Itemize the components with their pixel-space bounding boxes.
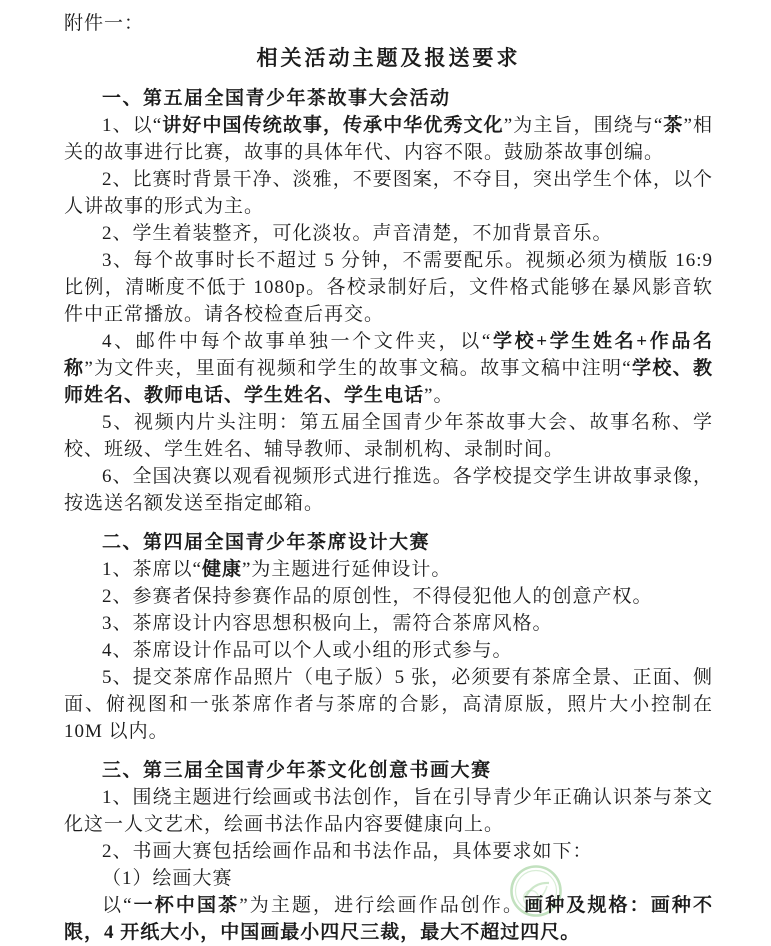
text-run: 4、邮件中每个故事单独一个文件夹，以“ [102,331,492,352]
text-run: 5、提交茶席作品照片（电子版）5 张，必须要有茶席全景、正面、侧面、俯视图和一张茶席作者与茶席的合影，高清原版，照片大小控制在 10M 以内。 [64,667,713,742]
text-run: 1、围绕主题进行绘画或书法创作，旨在引导青少年正确认识茶与茶文化这一人文艺术，绘画书法作品内容要健康向上。 [64,787,713,835]
paragraph [64,220,713,247]
text-run: （1）绘画大赛 [102,868,233,889]
text-run: 2、比赛时背景干净、淡雅，不要图案，不夺目，突出学生个体，以个人讲故事的形式为主。 [64,169,713,217]
paragraph [64,838,713,865]
section-paragraphs-1 [64,112,713,517]
paragraph [64,892,713,946]
text-run: ”为主旨，围绕与“ [503,115,664,136]
section-heading-2: 二、第四届全国青少年茶席设计大赛 [102,532,431,553]
text-run: ”为主题，进行绘画作品创作。 [239,895,525,916]
paragraph [64,556,713,583]
text-run: 5、视频内片头注明：第五届全国青少年茶故事大会、故事名称、学校、班级、学生姓名、辅导教师、录制机构、录制时间。 [64,412,713,460]
section-heading-1: 一、第五届全国青少年茶故事大会活动 [102,88,451,109]
section-tea-story-contest [64,85,713,517]
text-run: 3、每个故事时长不超过 5 分钟，不需要配乐。视频必须为横版 16:9 比例，清晰度不低于 1080p。各校录制好后，文件格式能够在暴风影音软件中正常播放。请各校检查后再交。 [64,250,713,325]
text-run: ”为文件夹，里面有视频和学生的故事文稿。故事文稿中注明“ [84,358,632,379]
text-run: 2、书画大赛包括绘画作品和书法作品，具体要求如下： [102,841,593,862]
paragraph [64,247,713,328]
text-run: 1、以“ [102,115,163,136]
text-run: 2、学生着装整齐，可化淡妆。声音清楚，不加背景音乐。 [102,223,613,244]
paragraph [64,664,713,745]
text-run: ”相关的故事进行比赛，故事的具体年代、内容不限。鼓励茶故事创编。 [64,115,713,163]
section-tea-table-design-contest [64,529,713,745]
attachment-label: 附件一： [64,13,145,34]
section-paragraphs-3 [64,784,713,946]
emphasis-text: 茶 [663,115,684,136]
text-run: 6、全国决赛以观看视频形式进行推选。各学校提交学生讲故事录像，按选送名额发送至指定邮箱。 [64,466,713,514]
emphasis-text: 学校+学生姓名+作品名称 [64,331,713,379]
emphasis-text: 学校、教师姓名、教师电话、学生姓名、学生电话 [64,358,713,406]
paragraph [64,463,713,517]
paragraph [64,637,713,664]
text-run: 以“ [102,895,133,916]
text-run: ”为主题进行延伸设计。 [241,559,452,580]
paragraph [64,409,713,463]
emphasis-text: 画种及规格：画种不限，4 开纸大小，中国画最小四尺三裁，最大不超过四尺。 [64,895,713,943]
paragraph [64,784,713,838]
text-run: 3、茶席设计内容思想积极向上，需符合茶席风格。 [102,613,553,634]
text-run: 1、茶席以“ [102,559,202,580]
section-tea-culture-art-contest [64,757,713,946]
paragraph [64,583,713,610]
paragraph [64,166,713,220]
paragraph [64,865,713,892]
text-run: 4、茶席设计作品可以个人或小组的形式参与。 [102,640,513,661]
text-run: 2、参赛者保持参赛作品的原创性，不得侵犯他人的创意产权。 [102,586,653,607]
emphasis-text: 讲好中国传统故事，传承中华优秀文化 [162,115,504,136]
page-title: 相关活动主题及报送要求 [256,46,521,70]
paragraph [64,112,713,166]
text-run: ”。 [424,385,454,406]
emphasis-text: 一杯中国茶 [132,895,240,916]
paragraph [64,610,713,637]
section-heading-3: 三、第三届全国青少年茶文化创意书画大赛 [102,760,492,781]
section-paragraphs-2 [64,556,713,745]
emphasis-text: 健康 [201,559,242,580]
paragraph [64,328,713,409]
